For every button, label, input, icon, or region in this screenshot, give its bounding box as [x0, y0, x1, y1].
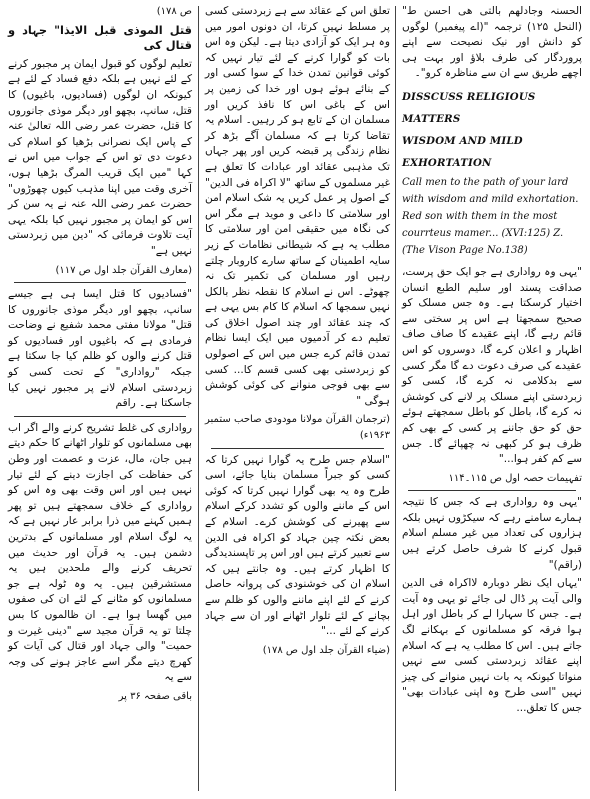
verse-paragraph: الحسنہ وجادلھم بالتی ھی احسن ط" (النحل ۱۲۵) ترجمہ "(اے پیغمبر) لوگوں کو دانش اور نیک نصیحت سے اپنے پروردگار کی طرف بلاؤ اور بہت ہی اچھے طریق سے ان سے مناظرہ کرو"۔: [402, 5, 582, 80]
tolerance-paragraph: "یہی وہ رواداری ہے جو ایک حق پرست، صداقت پسند اور سلیم الطبع انسان اختیار کرسکتا ہے۔ وہ جس مسلک کو صحیح سمجھتا ہے اس پر سختی سے قائم رہے گا، اپنے عقیدے کا صاف صاف اظہار و اعلان کرے گا، دوسروں کو اس عقیدے کی صرف دعوت دے گا مگر کسی سے بدکلامی نہ کرے گا، کسی کو زبردستی اپنے مسلک پر لانے کی کوشش نہ کرے گا، باطل کو باطل سمجھتے ہوئے حق کو حق جاننے پر کسی کے بھی کم ظرف ہو کر کبھی نہ چھپائے گا۔ جس سے کم کفر ہوا...": [402, 265, 582, 466]
left-column: [4, 4, 196, 794]
column-divider: [198, 6, 199, 791]
result-paragraph: "یہی وہ رواداری ہے کہ جس کا نتیجہ ہمارے سامنے رہے کہ سیکڑوں نہیں بلکہ ہزاروں کی تعداد میں غیر مسلم اسلام قبول کرنے کا شرف حاصل کرتے ہیں (راقم)": [402, 496, 582, 571]
reference-citation: (ضیاء القرآن جلد اول ص ۱۷۸): [262, 644, 390, 656]
old-woman-paragraph: تعلیم لوگوں کو قبول ایمان پر مجبور کرنے کے لئے نہیں ہے بلکہ دفع فساد کے لئے ہے کیونکہ ان لوگوں (فسادیوں، باغیوں) کا قتل، سانپ، بچھو اور دیگر موذی جانوروں کا قتل، حضرت عمر رضی اللہ تعالیٰ عنہ کے پاس ایک نصرانی بڑھیا کو اسلام کی دعوت دی تو اس کے جواب میں اس نے کہا "میں ایک قریب المرگ بڑھیا ہوں، آخری وقت میں اپنا مذہب کیوں چھوڑوں" حضرت عمر رضی اللہ عنہ نے یہ سن کر اس کو ایمان پر مجبور نہیں کیا بلکہ یہی آیت تلاوت فرمائی کہ "دین میں زبردستی نہیں ہے": [8, 57, 192, 257]
reference-citation: (ترجمان القرآن مولانا مودودی صاحب ستمبر ۱۹۶۳ء): [205, 414, 390, 442]
section-heading: قتل الموذی قبل الایذا" جہاد و قتال کی: [8, 22, 192, 53]
misinterpretation-paragraph: رواداری کی غلط تشریح کرنے والے اگر اب بھی مسلمانوں کو تلوار اٹھانے کا حکم دیتے ہیں جان، مال، عزت و عصمت اور وطن کی حفاظت کی اجازت دینے کے لئے تیار نہیں ہیں اور اس وقت بھی وہ اس کو رواداری کے خلاف سمجھتے ہیں تو پھر ہمیں کہنے میں ذرا برابر عار نہیں ہے کہ یہ لوگ اسلام اور مسلمانوں کے بدترین دشمن ہیں۔ یہ قرآن اور حدیث میں تحریف کرنے والے ملحدین ہیں یہ مستشرقین ہیں۔ یہ وہ ٹولہ ہے جو مسلمانوں کو مٹانے کے لئے ان کی صفوں میں گھسا ہوا ہے۔ ان ظالموں کا بس چلتا تو یہ قرآن مجید سے "دینی غیرت و حمیت" والی جہاد اور قتال کی آیات کو کھرچ دیتے مگر اسے عاجز ہونے کی وجہ سے یہ: [8, 421, 192, 684]
divider: [14, 416, 186, 417]
reference-citation: (معارف القرآن جلد اول ص ۱۱۷): [55, 264, 192, 276]
english-heading-line-2: WISDOM AND MILD: [402, 134, 523, 147]
islam-system-paragraph: تعلق اس کے عقائد سے ہے زبردستی کسی پر مسلط نہیں کرتا، ان دونوں امور میں وہ ہر ایک کو آزادی دیتا ہے۔ لیکن وہ اس بات کو گوارا کرنے کے لئے تیار نہیں کہ کوئی قوانین تمدن خدا کے سوا کسی اور کے بنائے ہوئے ہوں اور خدا کی زمین پر اس کے باغی اس کا نافذ کریں اور مسلمان ان کے تابع ہو کر رہیں۔ اسلام یہ تقاضا کرتا ہے کہ مسلمان آگے بڑھ کر نظام زندگی پر قبضہ کریں اور پھر جہاں تک مذہبی عقائد اور عبادات کا تعلق ہے غیر مسلموں کے ساتھ "لا اکراہ فی الدین" کے اصول پر عمل کریں یہ شک اسلام امن اور سلامتی کا داعی و موید ہے مگر اس کی نگاہ میں حقیقی امن اور سلامتی کا مطلب یہ ہے کہ شیطانی نظامات کے زیر سایہ اطمینان کے ساتھ سارے کاروبار چلتے رہیں اور مسلمان کی تکمیر تک نہ چھوٹے۔ اس نے اسلام کا نقطہ نظر بالکل نہیں سمجھا کہ اسلام کا کام بس یہی ہے کہ چند عقائد اور چند اصول اخلاق کی تعلیم دے کر آدمیوں میں ایک ایسا نظام تمدن قائم کرے جس میں اس کے اصولوں کو زبردستی بھی کسی قسم کا... کسی سے بھی فوجی منوانے کی کوئی کوشش ہوگی ": [205, 5, 390, 407]
right-column: [398, 4, 586, 794]
middle-column: [201, 4, 394, 794]
divider: [14, 282, 186, 283]
column-divider: [395, 6, 396, 791]
english-heading-line-3: EXHORTATION: [402, 156, 492, 169]
page-reference: ص ۱۷۸): [156, 6, 192, 17]
reference-citation: تفہیمات حصہ اول ص ۱۱۵۔۱۱۴: [448, 472, 582, 484]
english-excerpt: [402, 86, 582, 259]
divider: [408, 490, 576, 491]
continued-on-page: باقی صفحہ ۳۶ پر: [118, 690, 192, 702]
mischief-paragraph: "فسادیوں کا قتل ایسا ہی ہے جیسے سانپ، بچھو اور دیگر موذی جانوروں کا قتل" مولانا مفتی محمد شفیع نے وضاحت فرمادی ہے کہ باغیوں اور فسادیوں کو قتل کرنے والوں کو ظلم کیا جا سکتا ہے جبکہ "رواداری" کے تحت کسی کو زبردستی اسلام لانے پر مجبور نہیں کیا جاسکتا ہے۔ راقم: [8, 288, 192, 410]
jihad-paragraph: "اسلام جس طرح یہ گوارا نہیں کرتا کہ کسی کو جبراً مسلمان بنایا جائے، اسی طرح وہ یہ بھی گوارا نہیں کرتا کہ کوئی اس کے ماننے والوں کو تشدد کرکے اسلام سے پھیرنے کی کوشش کرے۔ اسلام کے بعض نکتہ چین جہاد کو اکراہ فی الدین سے تعبیر کرتے ہیں اور اس پر تاپسندیدگی کا اظہار کرتے ہیں۔ وہ جانتے ہیں کہ اسلام ان کی خوشنودی کی پروانہ حاصل کرنے کے لئے اپنے ماننے والوں کو ظلم سے بچانے کے لئے تلوار اٹھانے اور ان سے جہاد کرنے کے لئے ...": [205, 453, 390, 638]
english-quote: Call men to the path of your lard with wisdom and mild exhortation. Red son with them in the most courrteus mamer... (XVI:125) Z. (The Vison Page No.138): [402, 176, 579, 256]
divider: [211, 448, 384, 449]
english-heading-line-1: DISSCUSS RELIGIOUS MATTERS: [402, 90, 536, 125]
verse-discussion-paragraph: "یہاں ایک نظر دوبارہ لااکراہ فی الدین والی آیت پر ڈال لی جائے تو یہی وہ آیت ہے۔ جس کا سہارا لے کر باطل اور اہل ہوا فرقہ کو مسلمانوں کے بہکانے لگ جاتے ہیں۔ اس کا مطلب یہ ہے کہ اسلام اپنے عقائد زبردستی کسی سے نہیں منواتا کیونکہ یہ بات نہیں منوانے کی چیز نہیں "اسی طرح وہ اپنی عبادات بھی" جس کا تعلق...: [402, 577, 582, 714]
